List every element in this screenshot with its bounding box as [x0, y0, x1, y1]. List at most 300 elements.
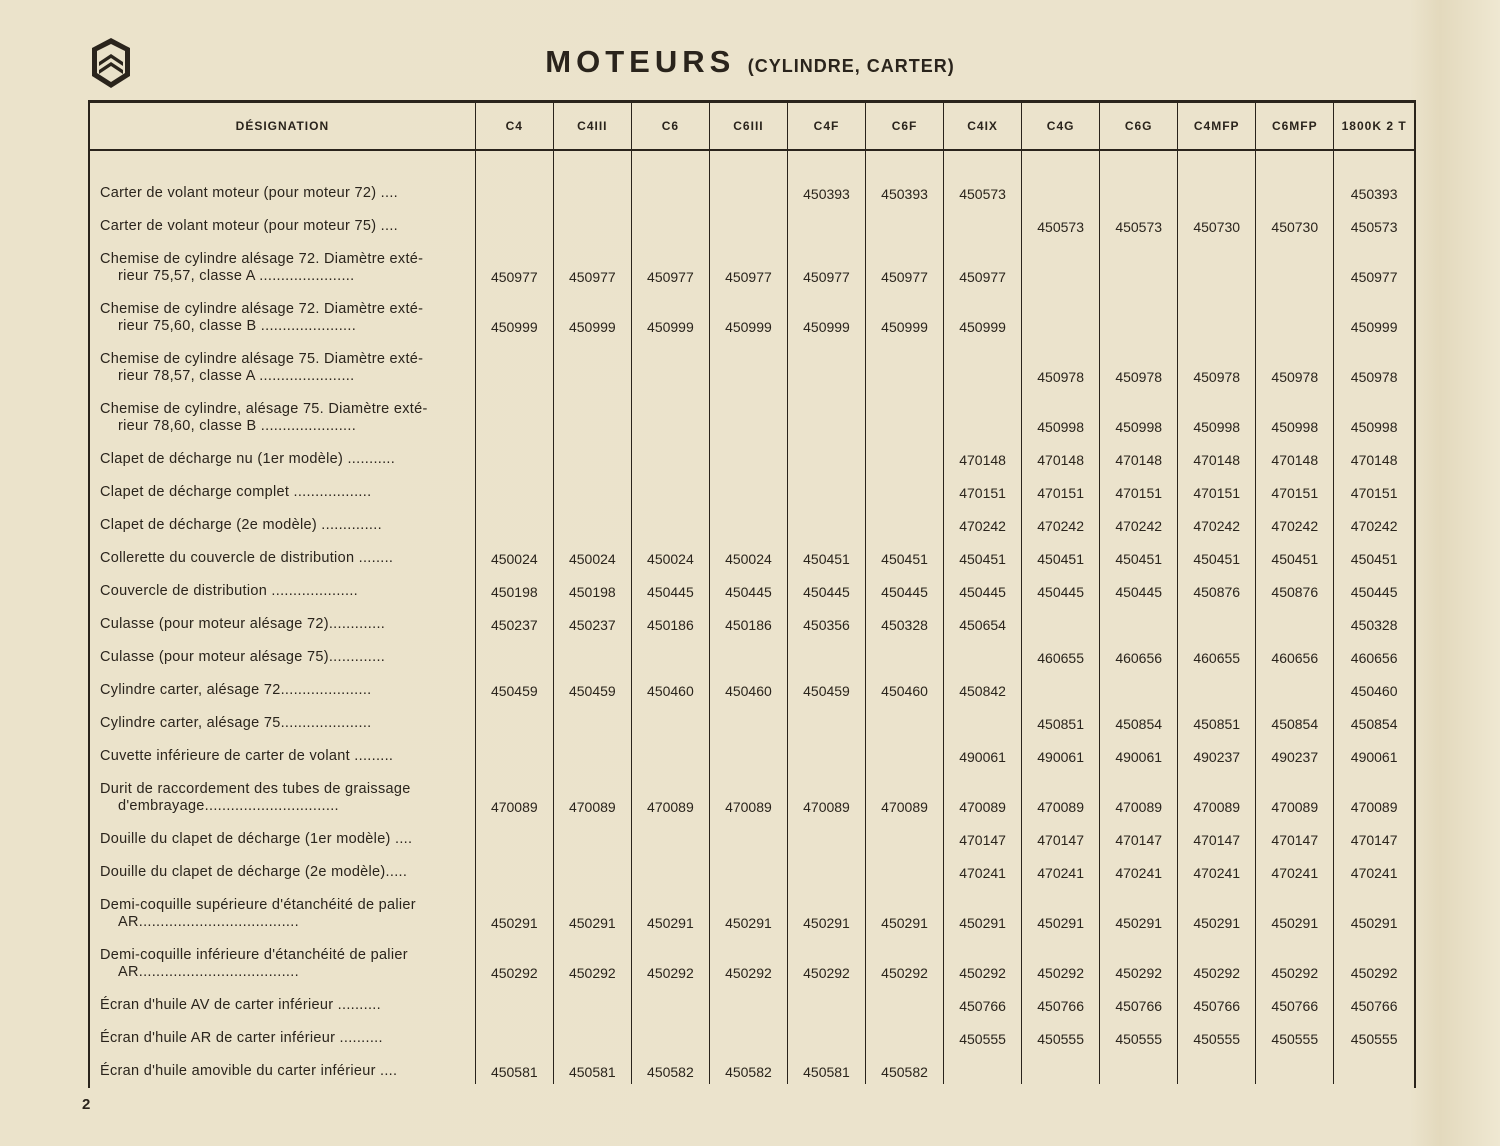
part-number-cell: 470147	[1178, 819, 1256, 852]
column-header-model: C6	[631, 103, 709, 150]
part-number-cell	[866, 339, 944, 389]
part-number-cell: 450876	[1178, 571, 1256, 604]
part-number-cell: 450460	[1334, 670, 1414, 703]
table-row	[90, 604, 1414, 637]
part-number-cell	[709, 819, 787, 852]
part-number-cell	[709, 472, 787, 505]
part-number-cell: 470241	[1100, 852, 1178, 885]
page-title	[0, 44, 1500, 80]
part-number-cell	[475, 852, 553, 885]
part-number-cell: 450999	[787, 289, 865, 339]
part-number-cell: 450851	[1178, 703, 1256, 736]
part-number-cell: 450977	[787, 239, 865, 289]
designation-cell	[90, 505, 475, 538]
part-number-cell: 450237	[553, 604, 631, 637]
column-header-model: C6III	[709, 103, 787, 150]
part-number-cell: 450291	[631, 885, 709, 935]
part-number-cell: 450292	[1256, 935, 1334, 985]
table-header-row	[90, 103, 1414, 150]
part-number-cell	[709, 389, 787, 439]
part-number-cell	[1256, 173, 1334, 206]
part-number-cell	[475, 339, 553, 389]
part-number-cell: 450654	[944, 604, 1022, 637]
part-number-cell	[631, 389, 709, 439]
part-number-cell	[553, 206, 631, 239]
part-number-cell: 450978	[1022, 339, 1100, 389]
part-number-cell	[944, 1051, 1022, 1084]
part-number-cell: 450024	[709, 538, 787, 571]
part-number-cell: 450451	[944, 538, 1022, 571]
part-number-cell	[475, 736, 553, 769]
designation-line-1: Durit de raccordement des tubes de graissage	[100, 781, 411, 797]
part-number-cell: 450024	[475, 538, 553, 571]
part-number-cell: 450555	[1022, 1018, 1100, 1051]
part-number-cell: 450998	[1022, 389, 1100, 439]
part-number-cell: 470242	[1178, 505, 1256, 538]
part-number-cell	[475, 637, 553, 670]
part-number-cell: 450291	[1334, 885, 1414, 935]
part-number-cell: 450460	[709, 670, 787, 703]
part-number-cell	[787, 736, 865, 769]
part-number-cell	[1100, 289, 1178, 339]
part-number-cell: 470089	[553, 769, 631, 819]
part-number-cell	[866, 819, 944, 852]
part-number-cell	[553, 439, 631, 472]
part-number-cell: 450998	[1100, 389, 1178, 439]
part-number-cell	[553, 505, 631, 538]
designation-cell	[90, 439, 475, 472]
table-row	[90, 505, 1414, 538]
part-number-cell: 470089	[944, 769, 1022, 819]
part-number-cell: 450999	[1334, 289, 1414, 339]
part-number-cell: 450998	[1178, 389, 1256, 439]
part-number-cell: 470089	[1100, 769, 1178, 819]
part-number-cell: 450581	[475, 1051, 553, 1084]
designation-cell	[90, 819, 475, 852]
part-number-cell: 450291	[1100, 885, 1178, 935]
part-number-cell: 470148	[1178, 439, 1256, 472]
part-number-cell: 450292	[709, 935, 787, 985]
part-number-cell	[631, 985, 709, 1018]
part-number-cell: 460656	[1334, 637, 1414, 670]
part-number-cell	[787, 339, 865, 389]
part-number-cell: 450977	[866, 239, 944, 289]
part-number-cell: 450445	[631, 571, 709, 604]
part-number-cell: 450291	[709, 885, 787, 935]
part-number-cell	[553, 1018, 631, 1051]
part-number-cell: 450445	[1334, 571, 1414, 604]
part-number-cell	[553, 736, 631, 769]
part-number-cell: 450451	[1256, 538, 1334, 571]
part-number-cell: 450291	[866, 885, 944, 935]
part-number-cell: 450292	[1178, 935, 1256, 985]
table-row	[90, 239, 1414, 289]
part-number-cell	[787, 637, 865, 670]
part-number-cell: 450977	[553, 239, 631, 289]
designation-cell	[90, 769, 475, 819]
part-number-cell	[553, 985, 631, 1018]
part-number-cell: 450730	[1256, 206, 1334, 239]
table-row	[90, 703, 1414, 736]
part-number-cell: 470089	[787, 769, 865, 819]
part-number-cell	[709, 1018, 787, 1051]
part-number-cell: 450977	[944, 239, 1022, 289]
part-number-cell	[553, 703, 631, 736]
part-number-cell: 470089	[631, 769, 709, 819]
part-number-cell: 450393	[1334, 173, 1414, 206]
part-number-cell: 470147	[944, 819, 1022, 852]
part-number-cell	[475, 1018, 553, 1051]
designation-line-2: rieur 75,57, classe A ......................	[118, 268, 355, 284]
part-number-cell	[787, 206, 865, 239]
part-number-cell: 470151	[1256, 472, 1334, 505]
part-number-cell: 470241	[1256, 852, 1334, 885]
part-number-cell	[631, 736, 709, 769]
part-number-cell: 460656	[1256, 637, 1334, 670]
designation-line-1: Écran d'huile amovible du carter inférieur ....	[100, 1063, 398, 1079]
part-number-cell: 470147	[1022, 819, 1100, 852]
part-number-cell: 450573	[1334, 206, 1414, 239]
part-number-cell	[553, 637, 631, 670]
part-number-cell	[1334, 1051, 1414, 1084]
part-number-cell: 470089	[1178, 769, 1256, 819]
part-number-cell: 450766	[1334, 985, 1414, 1018]
designation-cell	[90, 670, 475, 703]
part-number-cell: 470089	[1022, 769, 1100, 819]
part-number-cell	[475, 389, 553, 439]
designation-line-1: Clapet de décharge (2e modèle) ..............	[100, 517, 382, 533]
part-number-cell	[475, 472, 553, 505]
part-number-cell	[944, 637, 1022, 670]
part-number-cell	[553, 819, 631, 852]
part-number-cell: 450024	[553, 538, 631, 571]
title-main: MOTEURS	[545, 44, 736, 79]
part-number-cell	[475, 505, 553, 538]
part-number-cell	[1022, 289, 1100, 339]
part-number-cell: 450573	[1100, 206, 1178, 239]
table-row	[90, 571, 1414, 604]
table-row	[90, 819, 1414, 852]
part-number-cell: 450978	[1256, 339, 1334, 389]
part-number-cell	[631, 206, 709, 239]
column-header-model: C4F	[787, 103, 865, 150]
table-row	[90, 637, 1414, 670]
part-number-cell	[1256, 1051, 1334, 1084]
designation-line-2: rieur 78,57, classe A ......................	[118, 368, 355, 384]
part-number-cell: 450292	[1022, 935, 1100, 985]
part-number-cell: 450573	[1022, 206, 1100, 239]
part-number-cell: 470242	[1100, 505, 1178, 538]
part-number-cell	[709, 439, 787, 472]
part-number-cell: 450582	[709, 1051, 787, 1084]
part-number-cell: 450766	[1256, 985, 1334, 1018]
designation-line-1: Douille du clapet de décharge (1er modèle) ....	[100, 831, 413, 847]
column-header-model: C6G	[1100, 103, 1178, 150]
part-number-cell	[866, 736, 944, 769]
part-number-cell: 450291	[1256, 885, 1334, 935]
part-number-cell: 450851	[1022, 703, 1100, 736]
designation-cell	[90, 239, 475, 289]
part-number-cell: 450291	[787, 885, 865, 935]
part-number-cell	[944, 703, 1022, 736]
part-number-cell: 470151	[1334, 472, 1414, 505]
designation-line-2: AR.....................................	[118, 914, 299, 930]
part-number-cell	[866, 703, 944, 736]
part-number-cell	[866, 389, 944, 439]
designation-cell	[90, 173, 475, 206]
part-number-cell: 470151	[1022, 472, 1100, 505]
designation-line-1: Culasse (pour moteur alésage 75).............	[100, 649, 386, 665]
part-number-cell	[1022, 604, 1100, 637]
part-number-cell: 450978	[1100, 339, 1178, 389]
part-number-cell: 450445	[1022, 571, 1100, 604]
part-number-cell: 450291	[553, 885, 631, 935]
part-number-cell	[1022, 239, 1100, 289]
part-number-cell	[1256, 239, 1334, 289]
part-number-cell: 450451	[1022, 538, 1100, 571]
part-number-cell: 450292	[1334, 935, 1414, 985]
part-number-cell	[475, 439, 553, 472]
part-number-cell	[944, 339, 1022, 389]
part-number-cell: 450766	[1178, 985, 1256, 1018]
part-number-cell: 450198	[475, 571, 553, 604]
part-number-cell: 450292	[631, 935, 709, 985]
part-number-cell: 450291	[475, 885, 553, 935]
part-number-cell: 450291	[1022, 885, 1100, 935]
table-row	[90, 852, 1414, 885]
part-number-cell: 450876	[1256, 571, 1334, 604]
part-number-cell: 450555	[1334, 1018, 1414, 1051]
part-number-cell	[709, 173, 787, 206]
table-row	[90, 472, 1414, 505]
part-number-cell: 450292	[787, 935, 865, 985]
part-number-cell: 450459	[475, 670, 553, 703]
part-number-cell	[475, 985, 553, 1018]
part-number-cell	[787, 472, 865, 505]
part-number-cell	[1256, 289, 1334, 339]
part-number-cell	[1178, 289, 1256, 339]
part-number-cell	[553, 173, 631, 206]
part-number-cell: 470089	[1256, 769, 1334, 819]
part-number-cell	[866, 637, 944, 670]
part-number-cell	[787, 819, 865, 852]
column-header-designation: DÉSIGNATION	[90, 103, 475, 150]
part-number-cell: 450460	[866, 670, 944, 703]
part-number-cell: 470147	[1334, 819, 1414, 852]
designation-cell	[90, 538, 475, 571]
part-number-cell: 450445	[709, 571, 787, 604]
table-row	[90, 206, 1414, 239]
part-number-cell: 450854	[1334, 703, 1414, 736]
column-header-model: C4	[475, 103, 553, 150]
table-row	[90, 538, 1414, 571]
part-number-cell: 450328	[866, 604, 944, 637]
designation-cell	[90, 985, 475, 1018]
part-number-cell: 450766	[944, 985, 1022, 1018]
part-number-cell: 470148	[1334, 439, 1414, 472]
part-number-cell	[553, 339, 631, 389]
part-number-cell: 450393	[866, 173, 944, 206]
designation-line-1: Clapet de décharge complet ..................	[100, 484, 372, 500]
part-number-cell: 470147	[1256, 819, 1334, 852]
part-number-cell: 470148	[944, 439, 1022, 472]
part-number-cell: 450445	[944, 571, 1022, 604]
part-number-cell	[631, 1018, 709, 1051]
part-number-cell: 450292	[866, 935, 944, 985]
table-spacer-row	[90, 150, 1414, 173]
designation-cell	[90, 571, 475, 604]
part-number-cell: 450999	[709, 289, 787, 339]
part-number-cell: 450292	[944, 935, 1022, 985]
designation-line-1: Chemise de cylindre, alésage 75. Diamètre exté-	[100, 401, 428, 417]
designation-cell	[90, 339, 475, 389]
part-number-cell: 470089	[709, 769, 787, 819]
part-number-cell	[1100, 173, 1178, 206]
part-number-cell: 460655	[1178, 637, 1256, 670]
designation-line-1: Culasse (pour moteur alésage 72).............	[100, 616, 386, 632]
part-number-cell	[1256, 604, 1334, 637]
part-number-cell: 450555	[944, 1018, 1022, 1051]
part-number-cell: 470089	[866, 769, 944, 819]
part-number-cell	[944, 206, 1022, 239]
part-number-cell: 470242	[1022, 505, 1100, 538]
designation-cell	[90, 206, 475, 239]
part-number-cell	[866, 206, 944, 239]
part-number-cell	[553, 852, 631, 885]
part-number-cell	[1178, 1051, 1256, 1084]
part-number-cell	[787, 1018, 865, 1051]
column-header-model: C6MFP	[1256, 103, 1334, 150]
table-row	[90, 1051, 1414, 1084]
designation-cell	[90, 604, 475, 637]
part-number-cell: 450573	[944, 173, 1022, 206]
designation-line-1: Cuvette inférieure de carter de volant .........	[100, 748, 394, 764]
part-number-cell	[631, 852, 709, 885]
part-number-cell	[631, 173, 709, 206]
part-number-cell: 470241	[944, 852, 1022, 885]
part-number-cell: 450445	[787, 571, 865, 604]
column-header-model: C4IX	[944, 103, 1022, 150]
part-number-cell: 450854	[1100, 703, 1178, 736]
part-number-cell: 460655	[1022, 637, 1100, 670]
part-number-cell	[631, 637, 709, 670]
table-row	[90, 736, 1414, 769]
part-number-cell	[631, 472, 709, 505]
part-number-cell: 470242	[944, 505, 1022, 538]
column-header-model: C4MFP	[1178, 103, 1256, 150]
designation-cell	[90, 389, 475, 439]
designation-line-1: Clapet de décharge nu (1er modèle) ...........	[100, 451, 396, 467]
part-number-cell: 450024	[631, 538, 709, 571]
part-number-cell: 450730	[1178, 206, 1256, 239]
designation-line-1: Demi-coquille supérieure d'étanchéité de palier	[100, 897, 416, 913]
table-row	[90, 885, 1414, 935]
part-number-cell	[709, 985, 787, 1018]
part-number-cell	[709, 703, 787, 736]
designation-line-1: Collerette du couvercle de distribution ........	[100, 550, 394, 566]
part-number-cell: 490061	[1334, 736, 1414, 769]
part-number-cell	[1178, 670, 1256, 703]
part-number-cell: 470148	[1256, 439, 1334, 472]
part-number-cell	[787, 703, 865, 736]
designation-cell	[90, 1051, 475, 1084]
title-sub: (CYLINDRE, CARTER)	[747, 56, 955, 76]
designation-line-1: Écran d'huile AR de carter inférieur ..........	[100, 1030, 383, 1046]
part-number-cell	[1178, 173, 1256, 206]
part-number-cell	[1100, 1051, 1178, 1084]
part-number-cell: 450292	[475, 935, 553, 985]
part-number-cell: 450459	[553, 670, 631, 703]
part-number-cell: 490061	[1100, 736, 1178, 769]
part-number-cell	[553, 472, 631, 505]
designation-cell	[90, 736, 475, 769]
page-number: 2	[82, 1096, 91, 1113]
part-number-cell: 450999	[475, 289, 553, 339]
part-number-cell: 450977	[709, 239, 787, 289]
part-number-cell: 450186	[631, 604, 709, 637]
part-number-cell	[709, 852, 787, 885]
table-row	[90, 173, 1414, 206]
part-number-cell	[787, 852, 865, 885]
part-number-cell	[1022, 670, 1100, 703]
part-number-cell: 450582	[631, 1051, 709, 1084]
part-number-cell	[866, 472, 944, 505]
part-number-cell	[631, 339, 709, 389]
table-row	[90, 670, 1414, 703]
part-number-cell	[709, 505, 787, 538]
part-number-cell: 450977	[631, 239, 709, 289]
part-number-cell	[1022, 1051, 1100, 1084]
part-number-cell: 470147	[1100, 819, 1178, 852]
part-number-cell	[475, 206, 553, 239]
part-number-cell: 450393	[787, 173, 865, 206]
part-number-cell: 450328	[1334, 604, 1414, 637]
part-number-cell	[944, 389, 1022, 439]
designation-line-1: Chemise de cylindre alésage 72. Diamètre exté-	[100, 251, 424, 267]
table-row	[90, 935, 1414, 985]
table-row	[90, 339, 1414, 389]
part-number-cell: 470151	[1100, 472, 1178, 505]
part-number-cell: 470148	[1100, 439, 1178, 472]
part-number-cell	[1100, 239, 1178, 289]
part-number-cell: 470241	[1022, 852, 1100, 885]
part-number-cell	[1256, 670, 1334, 703]
part-number-cell: 450445	[1100, 571, 1178, 604]
table-row	[90, 769, 1414, 819]
part-number-cell	[1178, 604, 1256, 637]
part-number-cell: 450766	[1100, 985, 1178, 1018]
part-number-cell: 470089	[475, 769, 553, 819]
part-number-cell: 450451	[787, 538, 865, 571]
part-number-cell: 450999	[866, 289, 944, 339]
part-number-cell	[475, 819, 553, 852]
designation-line-1: Cylindre carter, alésage 75.....................	[100, 715, 372, 731]
part-number-cell: 450292	[553, 935, 631, 985]
part-number-cell: 450842	[944, 670, 1022, 703]
part-number-cell	[1022, 173, 1100, 206]
part-number-cell	[1178, 239, 1256, 289]
part-number-cell: 450451	[1334, 538, 1414, 571]
part-number-cell	[866, 505, 944, 538]
designation-cell	[90, 935, 475, 985]
part-number-cell	[1100, 670, 1178, 703]
designation-cell	[90, 703, 475, 736]
part-number-cell: 470242	[1334, 505, 1414, 538]
designation-line-1: Couvercle de distribution ....................	[100, 583, 358, 599]
column-header-model: C6F	[866, 103, 944, 150]
part-number-cell: 460656	[1100, 637, 1178, 670]
parts-table	[90, 103, 1414, 1084]
